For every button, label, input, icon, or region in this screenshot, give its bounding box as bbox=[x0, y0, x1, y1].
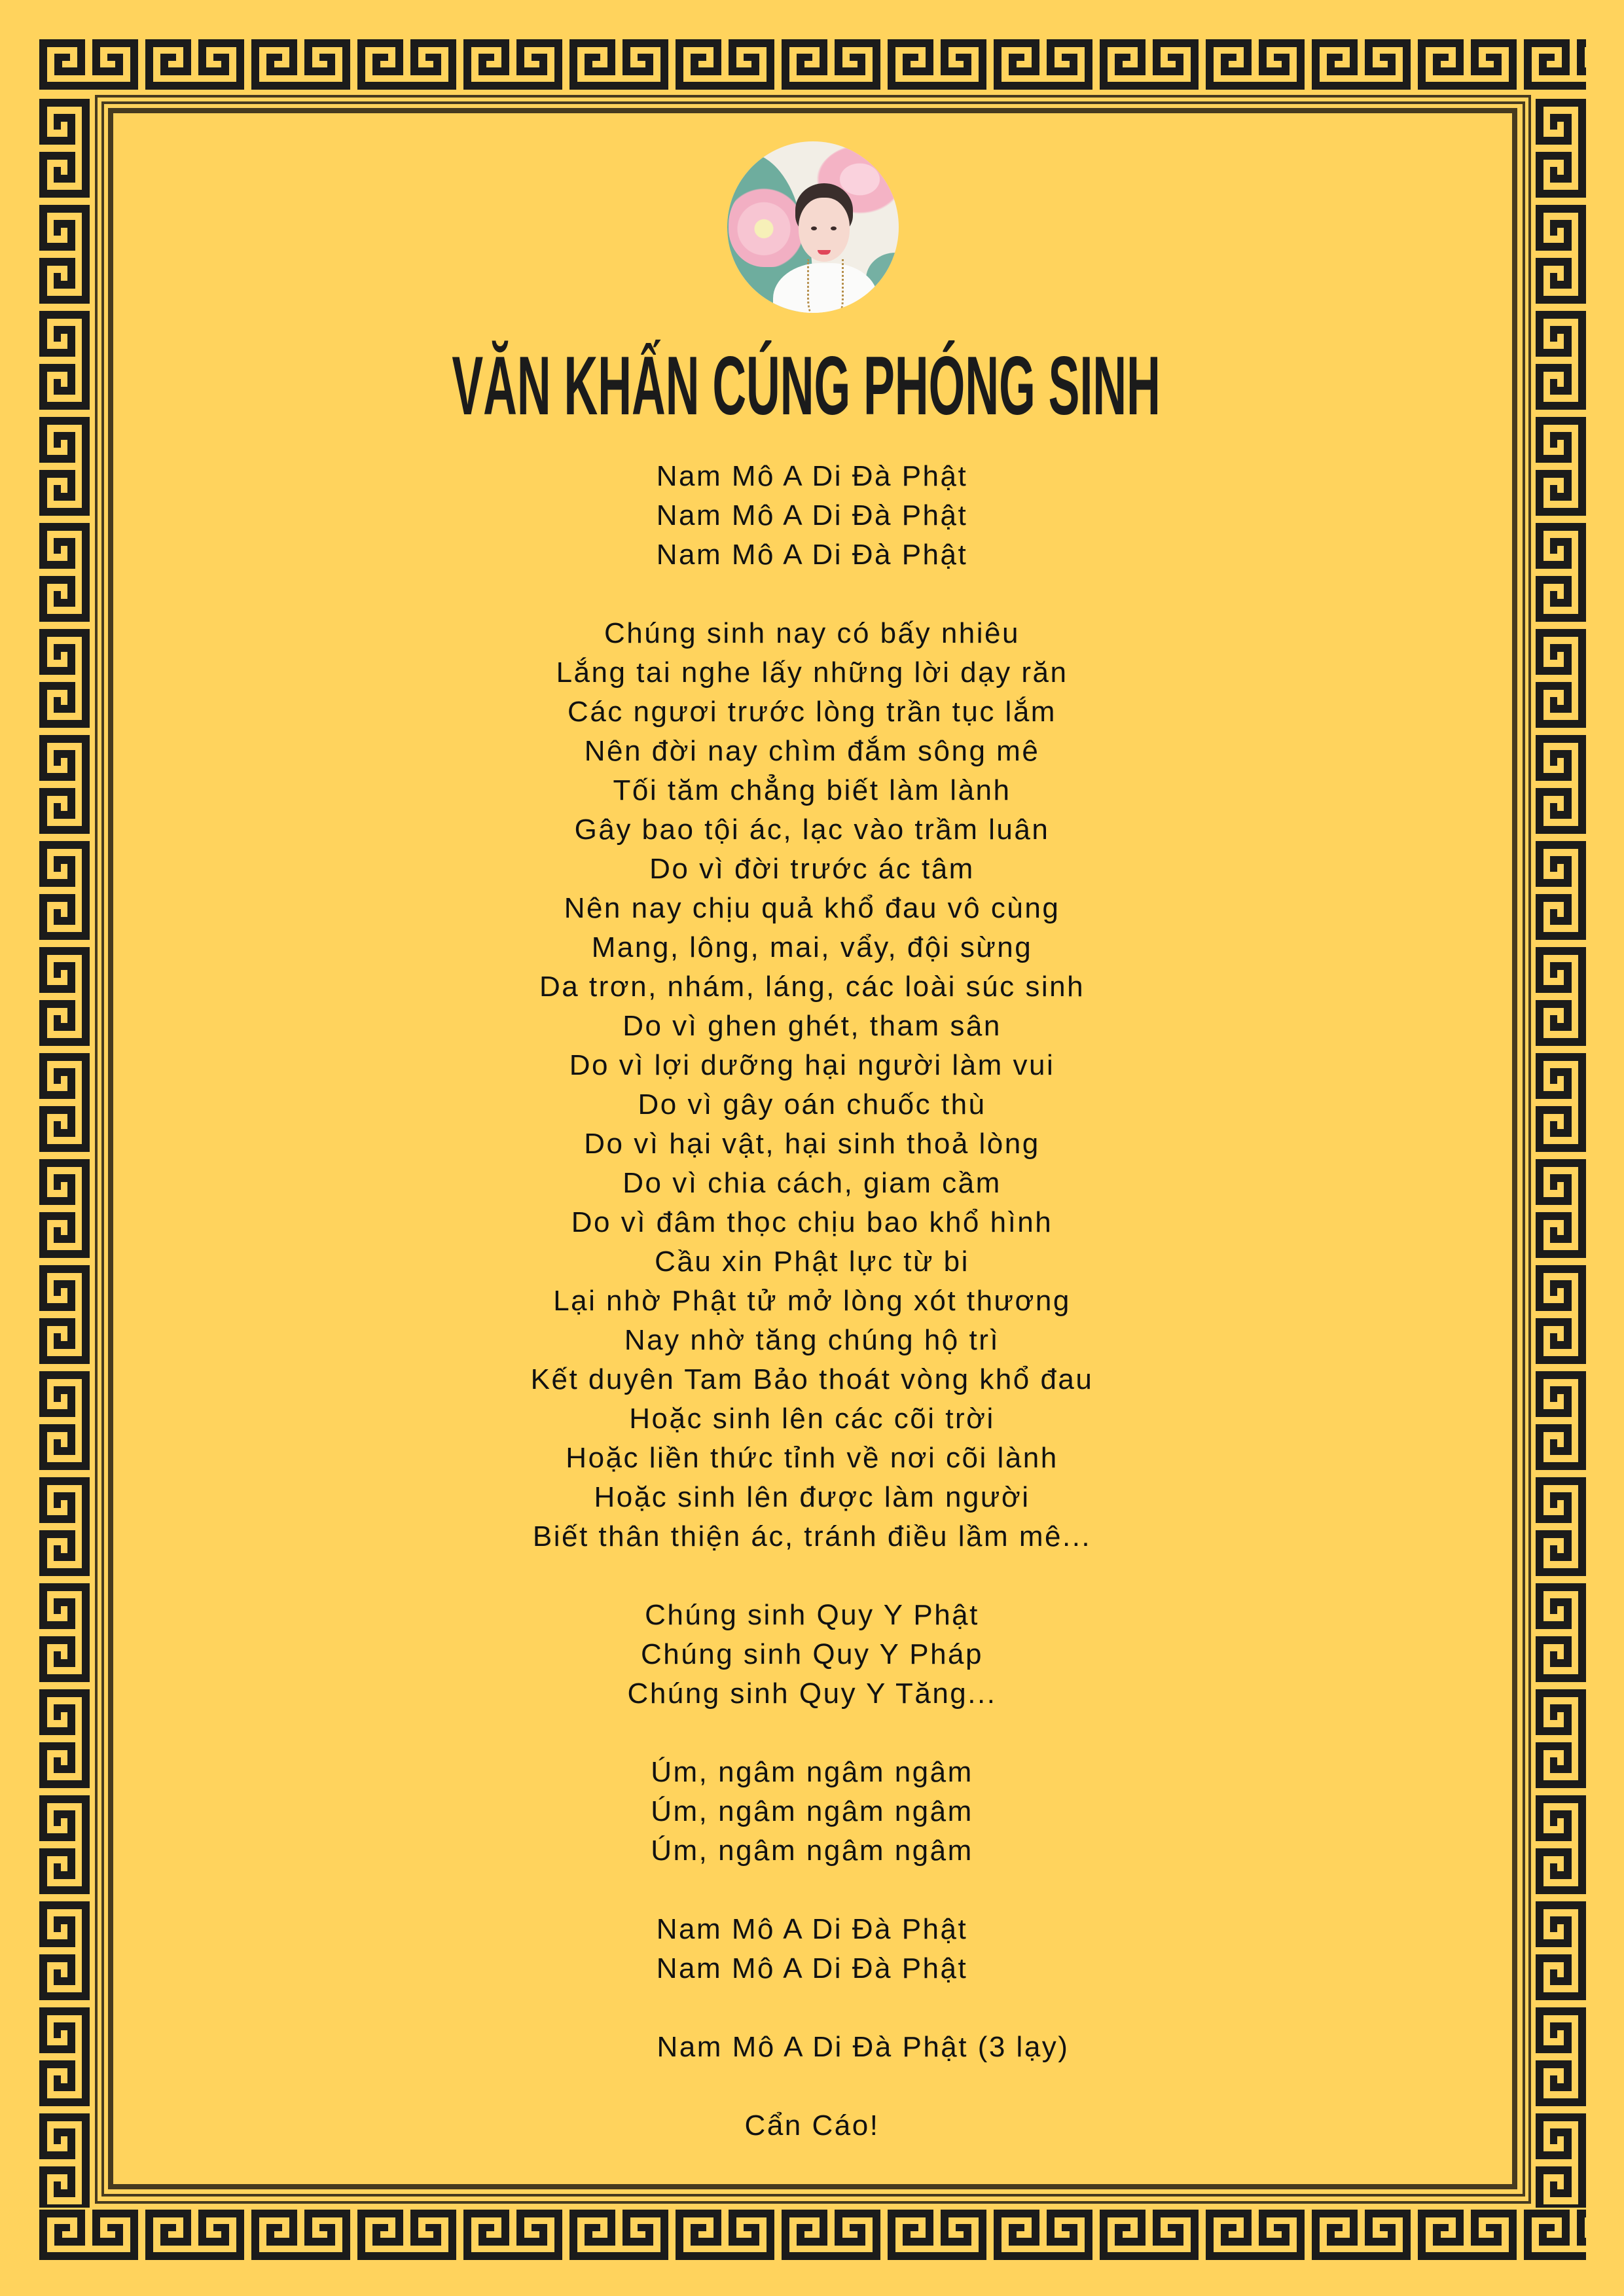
verse-line: Do vì hại vật, hại sinh thoả lòng bbox=[584, 1128, 1040, 1160]
lotus-flower-icon bbox=[729, 182, 807, 267]
portrait-necklace bbox=[807, 259, 844, 313]
page-title: VĂN KHẤN CÚNG PHÓNG SINH bbox=[452, 339, 1161, 432]
opening-line: Nam Mô A Di Đà Phật bbox=[656, 460, 968, 492]
refuge-line: Chúng sinh Quy Y Pháp bbox=[641, 1638, 983, 1670]
verse-line: Gây bao tội ác, lạc vào trầm luân bbox=[574, 814, 1050, 846]
stanza-gap bbox=[0, 575, 1624, 614]
closing-line: Nam Mô A Di Đà Phật bbox=[656, 1913, 968, 1945]
avatar bbox=[727, 141, 899, 313]
mantra-line: Úm, ngâm ngâm ngâm bbox=[651, 1835, 973, 1867]
refuge-line: Chúng sinh Quy Y Phật bbox=[645, 1599, 979, 1631]
verse-line: Cầu xin Phật lực từ bi bbox=[655, 1246, 969, 1278]
border-bottom-meander bbox=[39, 2210, 1586, 2260]
sign-off: Cẩn Cáo! bbox=[744, 2109, 880, 2142]
stanza-gap bbox=[0, 2067, 1624, 2106]
verse-line: Do vì đời trước ác tâm bbox=[649, 853, 975, 885]
verse-line: Hoặc liền thức tỉnh về nơi cõi lành bbox=[566, 1442, 1058, 1474]
verse-line: Tối tăm chẳng biết làm lành bbox=[613, 774, 1011, 806]
verse-line: Mang, lông, mai, vẩy, đội sừng bbox=[591, 931, 1033, 963]
verse-line: Lại nhờ Phật tử mở lòng xót thương bbox=[553, 1285, 1071, 1317]
closing-line: Nam Mô A Di Đà Phật bbox=[656, 1952, 968, 1984]
mantra-line: Úm, ngâm ngâm ngâm bbox=[651, 1756, 973, 1788]
final-chant-line bbox=[0, 2028, 1624, 2067]
portrait-eye bbox=[831, 226, 837, 230]
verse-line: Biết thân thiện ác, tránh điều lầm mê... bbox=[532, 1520, 1092, 1552]
title-container bbox=[0, 339, 1613, 432]
verse-line: Do vì gây oán chuốc thù bbox=[638, 1088, 986, 1121]
final-chant-text: Nam Mô A Di Đà Phật (3 lạy) bbox=[657, 2031, 1070, 2063]
verse-line: Hoặc sinh lên các cõi trời bbox=[629, 1403, 995, 1435]
verse-line: Nên đời nay chìm đắm sông mê bbox=[584, 735, 1040, 767]
opening-line: Nam Mô A Di Đà Phật bbox=[656, 499, 968, 531]
border-top-meander bbox=[39, 39, 1586, 90]
verse-line: Chúng sinh nay có bấy nhiêu bbox=[604, 617, 1020, 649]
verse-line: Nên nay chịu quả khổ đau vô cùng bbox=[564, 892, 1060, 924]
refuge-line: Chúng sinh Quy Y Tăng... bbox=[627, 1677, 997, 1710]
verse-line: Do vì lợi dưỡng hại người làm vui bbox=[569, 1049, 1055, 1081]
stanza-gap bbox=[0, 1556, 1624, 1596]
verse-line: Kết duyên Tam Bảo thoát vòng khổ đau bbox=[530, 1363, 1094, 1395]
opening-line: Nam Mô A Di Đà Phật bbox=[656, 539, 968, 571]
stanza-gap bbox=[0, 1713, 1624, 1753]
verse-line: Do vì ghen ghét, tham sân bbox=[623, 1010, 1001, 1042]
verse-line: Do vì chia cách, giam cầm bbox=[623, 1167, 1001, 1199]
stanza-gap bbox=[0, 1988, 1624, 2028]
stanza-gap bbox=[0, 1871, 1624, 1910]
verse-line: Nay nhờ tăng chúng hộ trì bbox=[624, 1324, 1000, 1356]
verse-line: Da trơn, nhám, láng, các loài súc sinh bbox=[539, 971, 1085, 1003]
verse-line: Do vì đâm thọc chịu bao khổ hình bbox=[571, 1206, 1053, 1238]
portrait-eye bbox=[811, 226, 817, 230]
mantra-line: Úm, ngâm ngâm ngâm bbox=[651, 1795, 973, 1827]
verse-line: Lắng tai nghe lấy những lời dạy răn bbox=[556, 656, 1068, 689]
verse-line: Các ngươi trước lòng trần tục lắm bbox=[568, 696, 1056, 728]
prayer-text bbox=[0, 457, 1624, 2145]
verse-line: Hoặc sinh lên được làm người bbox=[594, 1481, 1030, 1513]
